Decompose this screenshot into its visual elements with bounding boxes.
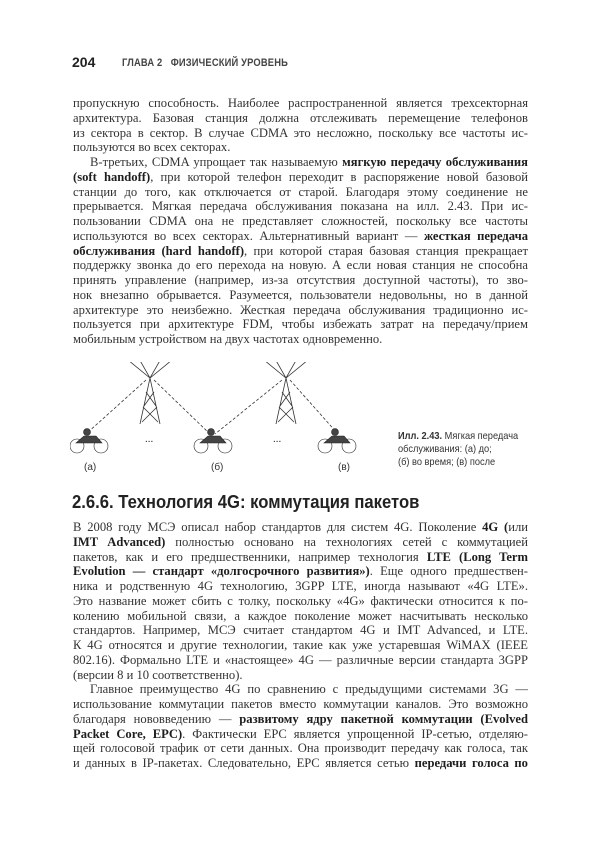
figure-label-c: (в) xyxy=(338,462,350,473)
motorcycle-icon xyxy=(318,429,356,454)
text-line xyxy=(73,155,528,170)
text-run: используются во всех секторах. Альтернативный вариант — xyxy=(73,228,424,243)
figure-label-a: (а) xyxy=(84,462,97,473)
running-header: ГЛАВА 2 ФИЗИЧЕСКИЙ УРОВЕНЬ xyxy=(122,57,289,69)
text-line xyxy=(73,126,528,141)
text-line xyxy=(73,317,528,332)
caption-number: Илл. 2.43. xyxy=(398,430,443,442)
signal-link xyxy=(290,380,338,434)
text-run: поддержку звонка до его перехода на новую. А если новая станция не способна xyxy=(73,258,528,273)
text-line xyxy=(73,185,528,200)
bold-term: мягкую передачу обслуживания xyxy=(342,155,528,169)
text-line xyxy=(73,535,528,550)
text-run: архитектура. Базовая станция должна отслеживать перемещение телефонов xyxy=(73,110,528,125)
text-run: , при которой старая базовая станция прекращает xyxy=(244,243,528,258)
text-line xyxy=(73,564,528,579)
text-line xyxy=(73,756,528,771)
text-line xyxy=(73,727,528,742)
bold-term: (soft handoff) xyxy=(73,169,151,184)
text-line xyxy=(73,623,528,638)
bold-term: передачи голоса по xyxy=(414,756,528,770)
text-run: (версии 8 и 10 соответственно). xyxy=(73,667,243,682)
text-run: , при которой телефон переходит в распоряжение новой базовой xyxy=(150,169,528,184)
figure-caption xyxy=(398,430,518,469)
text-run: принять управление (например, из-за отсутствия доступной частоты), то зво- xyxy=(73,273,528,287)
caption-line: обслуживания: (а) до; xyxy=(398,443,492,455)
soft-handoff-figure xyxy=(70,362,390,462)
text-line xyxy=(73,712,528,727)
text-run: прерывается. Мягкая передача обслуживания показана на илл. 2.43. При ис- xyxy=(73,199,528,214)
body-text-top xyxy=(73,96,528,347)
ellipsis: ... xyxy=(145,433,154,445)
text-line xyxy=(73,609,528,624)
ellipsis: ... xyxy=(273,433,282,445)
text-run: станции до того, как отключается от старой. Благодаря этому соединение не xyxy=(73,184,528,199)
text-run: . Фактически EPC является упрощенной IP-сетью, отделяю- xyxy=(182,726,528,741)
text-run: нок внезапно обрывается. Разумеется, пользователи недовольны, но в данной xyxy=(73,287,528,302)
bold-term: обслуживания (hard handoff) xyxy=(73,243,245,258)
page-number: 204 xyxy=(72,54,96,70)
bold-term: LTE (Long Term xyxy=(426,549,529,564)
text-line xyxy=(73,170,528,185)
text-line xyxy=(73,96,528,111)
text-run: щей голосовой трафик от сети данных. Она производит передачу как голоса, так xyxy=(73,741,528,756)
section-heading: 2.6.6. Технология 4G: коммутация пакетов xyxy=(72,491,420,512)
text-run: из сектора в сектор. В случае CDMA это несложно, поскольку все частоты ис- xyxy=(73,125,528,140)
text-run: К 4G относятся и другие технологии, такие как уже устаревшая WiMAX (IEEE xyxy=(73,638,528,652)
text-line xyxy=(73,244,528,259)
text-line xyxy=(73,741,528,756)
text-line xyxy=(73,288,528,303)
text-run: пакетов, как и его предшественники, например технология xyxy=(73,549,427,564)
text-run: пропускную способность. Наиболее распространенной является трехсекторная xyxy=(73,96,528,110)
text-line xyxy=(73,520,528,535)
caption-line: Мягкая передача xyxy=(442,430,519,442)
text-run: стандартов. Например, МСЭ считает стандартом 4G и IMT Advanced, и LTE. xyxy=(73,623,528,638)
text-run: и данных в IP-пакетах. Следовательно, EPC является сетью xyxy=(73,756,415,770)
text-line xyxy=(73,199,528,214)
bold-term: IMT Advanced) xyxy=(73,534,166,549)
body-text-bottom xyxy=(73,520,528,771)
text-line xyxy=(73,550,528,565)
text-run: благодаря нововведению — xyxy=(73,711,240,726)
tower-icon xyxy=(128,362,172,424)
text-line xyxy=(73,332,528,347)
text-run: Это название может сбить с толку, поскольку «4G» фактически относится к по- xyxy=(73,593,528,608)
text-run: Главное преимущество 4G по сравнению с предыдущими системами 3G — xyxy=(90,682,528,697)
text-line xyxy=(73,668,528,683)
text-run: В-третьих, CDMA упрощает так называемую xyxy=(90,155,343,169)
motorcycle-icon xyxy=(194,429,232,454)
text-run: пользуются во всех секторах. xyxy=(73,140,231,155)
signal-link xyxy=(86,380,146,434)
motorcycle-icon xyxy=(70,429,108,454)
text-line xyxy=(73,273,528,288)
caption-line: (б) во время; (в) после xyxy=(398,456,496,468)
signal-link xyxy=(154,380,210,434)
text-line xyxy=(73,303,528,318)
text-run: 802.16). Формально LTE и «настоящее» 4G — различные версии стандарта 3GPP xyxy=(73,652,528,667)
signal-link xyxy=(215,380,282,434)
bold-term: 4G ( xyxy=(482,520,509,534)
text-line xyxy=(73,111,528,126)
text-run: ника и родственную 4G технологию, 3GPP LTE, иногда называют «4G LTE». xyxy=(73,579,528,593)
text-line xyxy=(73,682,528,697)
text-run: мобильным устройством на двух частотах одновременно. xyxy=(73,332,383,346)
text-run: использование коммутации пакетов вместо коммутации каналов. Это возможно xyxy=(73,697,528,711)
text-line xyxy=(73,214,528,229)
text-run: архитектуре это неизбежно. Жесткая передача обслуживания традиционно ис- xyxy=(73,302,528,317)
text-run: пользовании CDMA она не представляет сложностей, поскольку все частоты xyxy=(73,214,528,228)
text-line xyxy=(73,579,528,594)
text-line xyxy=(73,638,528,653)
text-line xyxy=(73,697,528,712)
text-run: колению мобильной связи, а каждое поколение может насчитывать несколько xyxy=(73,608,528,623)
text-run: пользуется при архитектуре FDM, чтобы избежать затрат на передачу/прием xyxy=(73,317,528,332)
text-run: или xyxy=(508,520,529,534)
text-run: В 2008 году МСЭ описал набор стандартов для систем 4G. Поколение xyxy=(73,520,483,534)
text-line xyxy=(73,140,528,155)
bold-term: жесткая передача xyxy=(423,228,528,243)
text-run: полностью основано на технологиях сетей с коммутацией xyxy=(165,534,529,549)
text-line xyxy=(73,653,528,668)
text-line xyxy=(73,258,528,273)
text-line xyxy=(73,229,528,244)
bold-term: Packet Core, EPC) xyxy=(73,726,183,741)
bold-term: Evolution — стандарт «долгосрочного развития») xyxy=(73,564,370,579)
text-run: . Еще одного предшествен- xyxy=(369,564,528,579)
figure-label-b: (б) xyxy=(211,462,224,473)
bold-term: развитому ядру пакетной коммутации (Evolved xyxy=(239,711,528,726)
text-line xyxy=(73,594,528,609)
